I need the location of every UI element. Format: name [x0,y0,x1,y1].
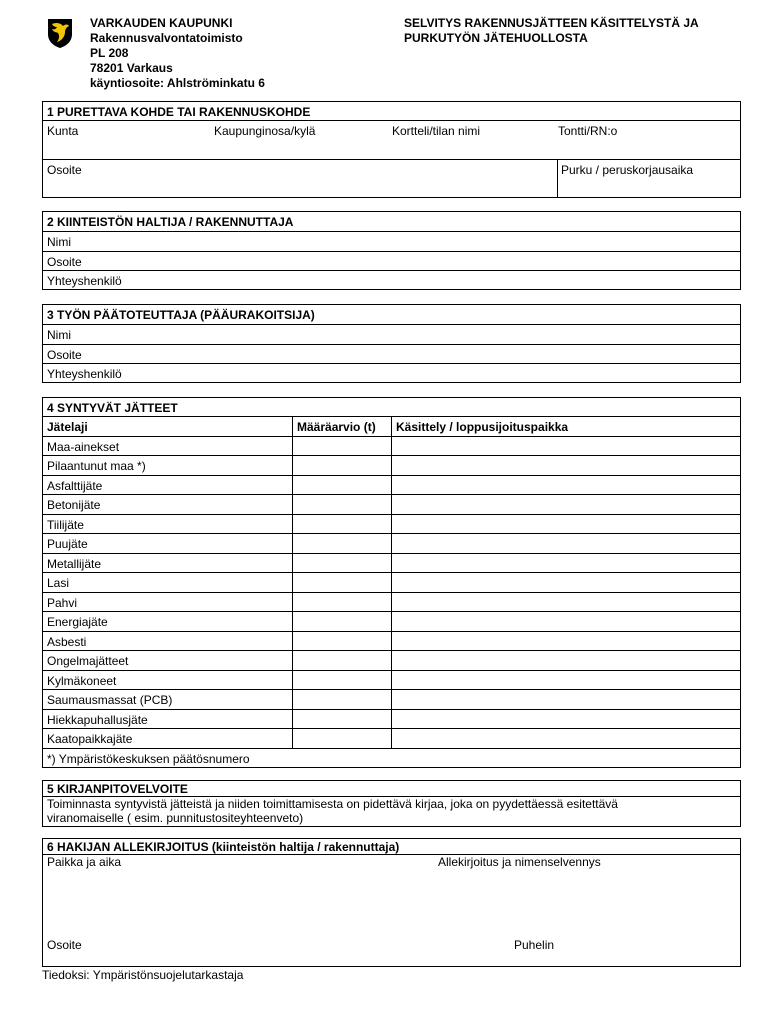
col-header-kasittely: Käsittely / loppusijoituspaikka [396,420,569,434]
text-line: viranomaiselle ( esim. punnitustositeyhteenveto) [47,811,304,825]
owner-address-field[interactable] [43,252,740,272]
column-divider [391,690,392,709]
section-2-header [43,212,740,232]
column-divider [292,456,293,475]
footnote-row[interactable] [43,749,740,769]
section-6-header [43,839,740,855]
waste-row[interactable] [43,573,740,593]
organization-address [90,16,265,91]
recordkeeping-text [43,797,740,827]
waste-type-label: Betonijäte [47,498,101,512]
paikka-label: Paikka ja aika [47,855,122,869]
waste-row[interactable] [43,554,740,574]
waste-row[interactable] [43,534,740,554]
waste-row[interactable] [43,651,740,671]
address-row[interactable] [43,160,740,197]
owner-name-field[interactable] [43,232,740,252]
allekirjoitus-label: Allekirjoitus ja nimenselvennys [438,855,601,869]
field-label: Yhteyshenkilö [47,367,122,381]
section-3-header [43,305,740,325]
section-5-header [43,781,740,797]
column-divider [391,632,392,651]
waste-row[interactable] [43,612,740,632]
section-2 [42,211,741,290]
waste-table-body [43,437,740,749]
column-divider [292,437,293,456]
column-divider [391,729,392,748]
column-divider [391,515,392,534]
signature-area[interactable] [43,855,740,938]
column-divider [391,554,392,573]
kaupunginosa-label: Kaupunginosa/kylä [214,124,316,138]
column-divider [391,710,392,729]
waste-row[interactable] [43,729,740,749]
column-divider [292,612,293,631]
purku-label: Purku / peruskorjausaika [561,163,694,177]
waste-row[interactable] [43,671,740,691]
waste-type-label: Pilaantunut maa *) [47,459,146,473]
org-line: Rakennusvalvontatoimisto [90,31,243,45]
waste-type-label: Maa-ainekset [47,439,120,454]
column-divider [391,593,392,612]
section-title: 4 SYNTYVÄT JÄTTEET [47,401,178,415]
waste-row[interactable] [43,710,740,730]
waste-type-label: Energiajäte [47,615,108,629]
col-header-jatelaji: Jätelaji [47,420,88,434]
waste-type-label: Asfalttijäte [47,478,103,493]
document-title [404,16,699,46]
column-divider [292,710,293,729]
waste-row[interactable] [43,495,740,515]
section-title: 5 KIRJANPITOVELVOITE [47,782,188,796]
column-divider [391,437,392,456]
title-line: SELVITYS RAKENNUSJÄTTEEN KÄSITTELYSTÄ JA [404,16,699,30]
column-divider [391,612,392,631]
waste-row[interactable] [43,515,740,535]
waste-type-label: Saumausmassat (PCB) [47,693,173,707]
section-title: 2 KIINTEISTÖN HALTIJA / RAKENNUTTAJA [47,215,294,229]
column-divider [292,534,293,553]
property-id-row[interactable] [43,121,740,160]
column-divider [391,417,392,436]
waste-row[interactable] [43,690,740,710]
section-1 [42,101,741,198]
waste-table-header [43,417,740,437]
field-label: Yhteyshenkilö [47,274,122,288]
waste-type-label: Hiekkapuhallusjäte [47,712,148,727]
column-divider [292,515,293,534]
field-label: Osoite [47,254,82,269]
contractor-contact-field[interactable] [43,364,740,383]
footnote: *) Ympäristökeskuksen päätösnumero [47,751,250,766]
kortteli-label: Kortteli/tilan nimi [392,124,481,138]
text-line: Toiminnasta syntyvistä jätteistä ja niiden toimittamisesta on pidettävä kirjaa, joka on pyydettäessä esitettävä [47,797,618,811]
waste-type-label: Kaatopaikkajäte [47,732,133,746]
column-divider [292,690,293,709]
column-divider [391,495,392,514]
column-divider [391,573,392,592]
contact-area[interactable] [43,938,740,966]
column-divider [292,495,293,514]
section-4-header [43,398,740,417]
column-divider [391,671,392,690]
org-line: käyntiosoite: Ahlströminkatu 6 [90,76,265,90]
org-line: 78201 Varkaus [90,61,173,75]
waste-type-label: Pahvi [47,595,78,610]
section-title: 1 PURETTAVA KOHDE TAI RAKENNUSKOHDE [47,105,311,119]
column-divider [292,593,293,612]
section-title: 6 HAKIJAN ALLEKIRJOITUS (kiinteistön haltija / rakennuttaja) [47,840,400,854]
section-3 [42,304,741,383]
column-divider [292,554,293,573]
section-6 [42,838,741,967]
waste-row[interactable] [43,593,740,613]
column-divider [292,632,293,651]
column-divider [391,534,392,553]
city-coat-of-arms-logo [47,18,73,49]
org-line: PL 208 [90,46,129,60]
divider [557,160,558,197]
waste-row[interactable] [43,476,740,496]
col-header-maara: Määräarvio (t) [297,420,376,434]
section-1-header [43,102,740,121]
column-divider [292,417,293,436]
footer-cc: Tiedoksi: Ympäristönsuojelutarkastaja [42,968,244,982]
column-divider [292,476,293,495]
section-5 [42,780,741,827]
column-divider [391,651,392,670]
osoite-label: Osoite [47,938,82,952]
column-divider [391,476,392,495]
waste-row[interactable] [43,632,740,652]
field-label: Osoite [47,347,82,362]
contractor-address-field[interactable] [43,345,740,365]
waste-type-label: Metallijäte [47,556,102,571]
waste-type-label: Asbesti [47,634,87,649]
title-line: PURKUTYÖN JÄTEHUOLLOSTA [404,31,588,45]
waste-type-label: Kylmäkoneet [47,673,117,688]
owner-contact-field[interactable] [43,271,740,290]
waste-type-label: Puujäte [47,537,88,551]
column-divider [391,456,392,475]
column-divider [292,729,293,748]
waste-type-label: Lasi [47,576,70,590]
waste-type-label: Tiilijäte [47,517,84,532]
waste-row[interactable] [43,456,740,476]
section-title: 3 TYÖN PÄÄTOTEUTTAJA (PÄÄURAKOITSIJA) [47,308,315,322]
field-label: Nimi [47,328,71,342]
field-label: Nimi [47,235,71,249]
org-line: VARKAUDEN KAUPUNKI [90,16,233,30]
waste-row[interactable] [43,437,740,457]
kunta-label: Kunta [47,124,79,138]
column-divider [292,651,293,670]
column-divider [292,573,293,592]
contractor-name-field[interactable] [43,325,740,345]
osoite-label: Osoite [47,163,82,177]
puhelin-label: Puhelin [514,938,555,952]
tontti-label: Tontti/RN:o [558,124,618,138]
section-4 [42,397,741,768]
waste-type-label: Ongelmajätteet [47,654,129,668]
column-divider [292,671,293,690]
